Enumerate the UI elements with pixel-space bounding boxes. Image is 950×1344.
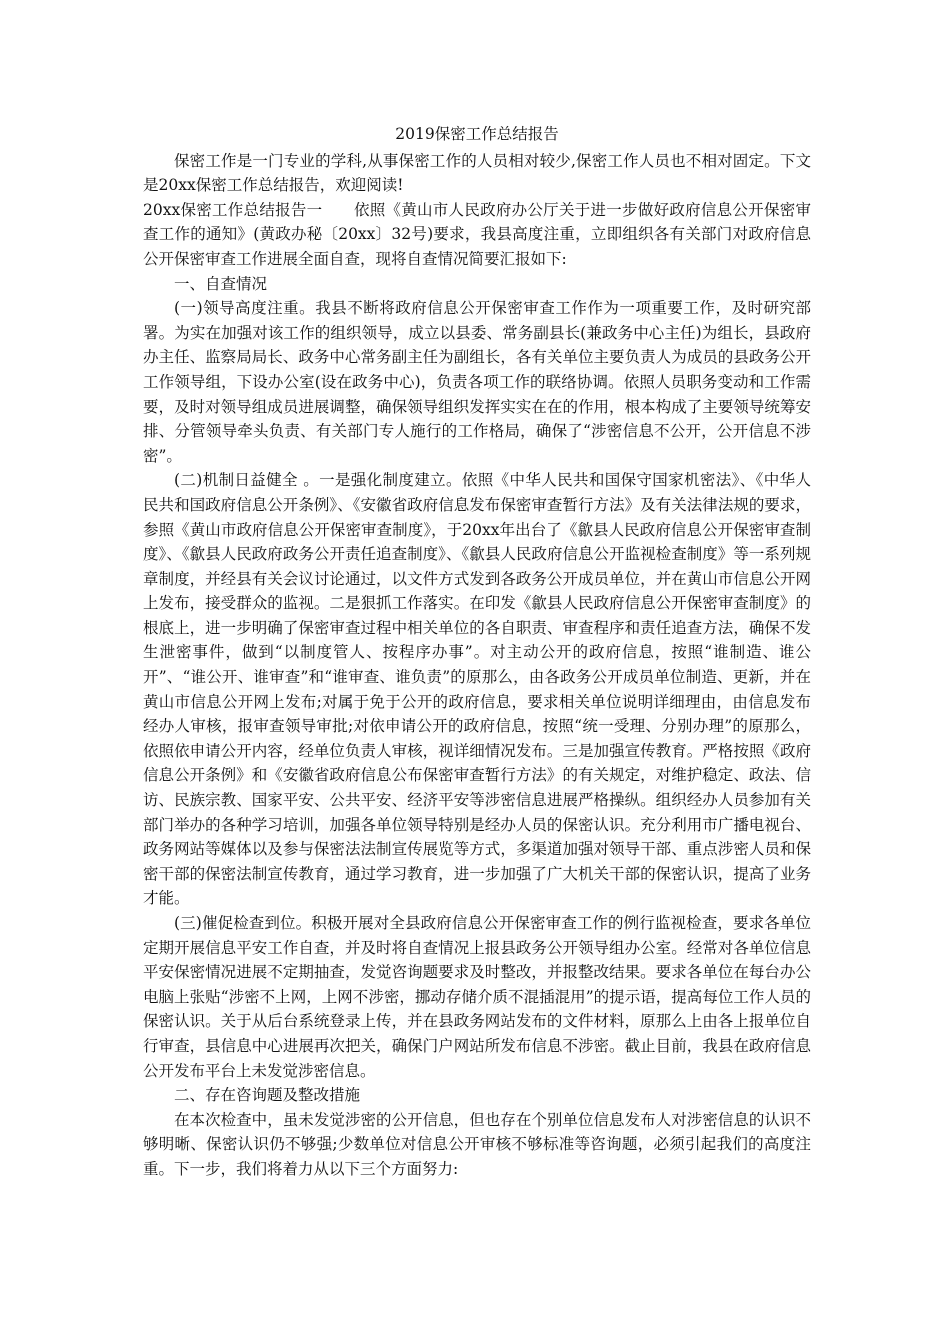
paragraph-report-opening: 20xx保密工作总结报告一 依照《黄山市人民政府办公厅关于进一步做好政府信息公开保密审查工作的通知》(黄政办秘〔20xx〕32号)要求，我县高度注重，立即组织各有关部门对政府信息公开保密审查工作进展全面自查，现将自查情况简要汇报如下: — [143, 200, 811, 268]
paragraph-intro: 保密工作是一门专业的学科,从事保密工作的人员相对较少,保密工作人员也不相对固定。下文是20xx保密工作总结报告，欢迎阅读! — [143, 151, 811, 195]
document-title: 2019保密工作总结报告 — [395, 125, 559, 143]
paragraph-problems: 在本次检查中，虽未发觉涉密的公开信息，但也存在个别单位信息发布人对涉密信息的认识不够明晰、保密认识仍不够强;少数单位对信息公开审核不够标准等咨询题，必须引起我们的高度注重。下一步，我们将着力从以下三个方面努力: — [143, 1110, 811, 1178]
document-page — [143, 122, 811, 1182]
section-heading-self-check: 一、自查情况 — [174, 274, 268, 293]
section-heading-problems: 二、存在咨询题及整改措施 — [174, 1086, 361, 1105]
paragraph-leadership: (一)领导高度注重。我县不断将政府信息公开保密审查工作作为一项重要工作，及时研究部署。为实在加强对该工作的组织领导，成立以县委、常务副县长(兼政务中心主任)为组长，县政府办主任、监察局局长、政务中心常务副主任为副组长，各有关单位主要负责人为成员的县政务公开工作领导组，下设办公室(设在政务中心)，负责各项工作的联络协调。依照人员职务变动和工作需要，及时对领导组成员进展调整，确保领导组织发挥实实在在的作用，根本构成了主要领导统筹安排、分管领导牵头负责、有关部门专人施行的工作格局，确保了“涉密信息不公开，公开信息不涉密”。 — [143, 299, 811, 465]
paragraph-mechanism: (二)机制日益健全 。一是强化制度建立。依照《中华人民共和国保守国家机密法》、《中华人民共和国政府信息公开条例》、《安徽省政府信息发布保密审查暂行方法》及有关法律法规的要求，参照《黄山市政府信息公开保密审查制度》，于20xx年出台了《歙县人民政府信息公开保密审查制度》、《歙县人民政府政务公开责任追查制度》、《歙县人民政府信息公开监视检查制度》等一系列规章制度，并经县有关会议讨论通过，以文件方式发到各政务公开成员单位，并在黄山市信息公开网上发布，接受群众的监视。二是狠抓工作落实。在印发《歙县人民政府信息公开保密审查制度》的根底上，进一步明确了保密审查过程中相关单位的各自职责、审查程序和责任追查方法，确保不发生泄密事件，做到“以制度管人、按程序办事”。对主动公开的政府信息，按照“谁制造、谁公开”、“谁公开、谁审查”和“谁审查、谁负责”的原那么，由各政务公开成员单位制造、更新，并在黄山市信息公开网上发布;对属于免于公开的政府信息，要求相关单位说明详细理由，由信息发布经办人审核，报审查领导审批;对依申请公开的政府信息，按照“统一受理、分别办理”的原那么，依照依申请公开内容，经单位负责人审核，视详细情况发布。三是加强宣传教育。严格按照《政府信息公开条例》和《安徽省政府信息公布保密审查暂行方法》的有关规定，对维护稳定、政法、信访、民族宗教、国家平安、公共平安、经济平安等涉密信息进展严格操纵。组织经办人员参加有关部门举办的各种学习培训，加强各单位领导特别是经办人员的保密认识。充分利用市广播电视台、政务网站等媒体以及参与保密法法制宣传展览等方式，多渠道加强对领导干部、重点涉密人员和保密干部的保密法制宣传教育，通过学习教育，进一步加强了广大机关干部的保密认识，提高了业务才能。 — [143, 471, 811, 908]
paragraph-inspection: (三)催促检查到位。积极开展对全县政府信息公开保密审查工作的例行监视检查，要求各单位定期开展信息平安工作自查，并及时将自查情况上报县政务公开领导组办公室。经常对各单位信息平安保密情况进展不定期抽查，发觉咨询题要求及时整改，并报整改结果。要求各单位在每台办公电脑上张贴“涉密不上网，上网不涉密，挪动存储介质不混插混用”的提示语，提高每位工作人员的保密认识。关于从后台系统登录上传，并在县政务网站发布的文件材料，原那么上由各上报单位自行审查，县信息中心进展再次把关，确保门户网站所发布信息不涉密。截止目前，我县在政府信息公开发布平台上未发觉涉密信息。 — [143, 914, 811, 1080]
